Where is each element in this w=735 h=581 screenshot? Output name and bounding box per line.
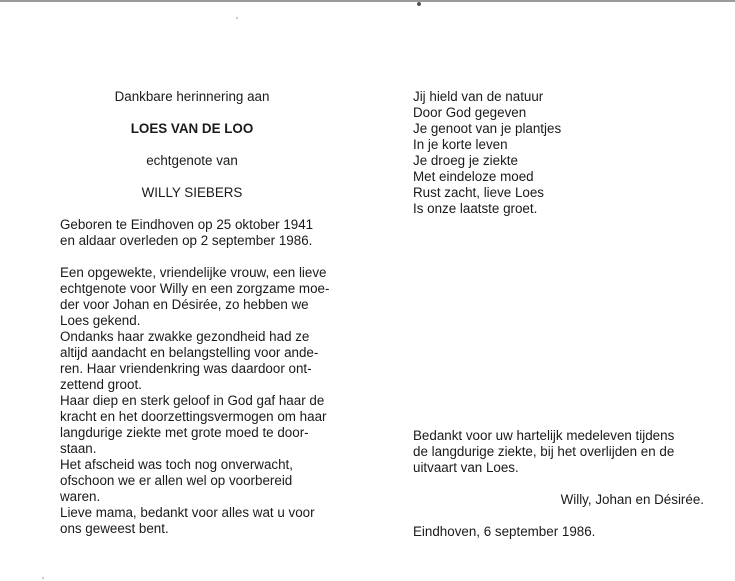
tribute-line: Ondanks haar zwakke gezondheid had ze [60, 329, 310, 344]
death-line: en aldaar overleden op 2 september 1986. [60, 233, 313, 248]
signature: Willy, Johan en Désirée. [560, 492, 704, 507]
tribute-line: Loes gekend. [60, 313, 141, 328]
place-date: Eindhoven, 6 september 1986. [413, 524, 596, 539]
tribute-line: staan. [60, 441, 97, 456]
poem-line: Door God gegeven [413, 105, 527, 120]
tribute-line: Het afscheid was toch nog onverwacht, [60, 457, 293, 472]
thanks-line: Bedankt voor uw hartelijk medeleven tijdens [413, 428, 675, 443]
poem-line: Met eindeloze moed [413, 169, 534, 184]
relation-line: echtgenote van [146, 153, 238, 168]
tribute-line: waren. [60, 489, 101, 504]
scan-mark [417, 2, 421, 6]
tribute-line: ren. Haar vriendenkring was daardoor ont- [60, 361, 312, 376]
speck [236, 17, 238, 19]
scan-top-edge [0, 0, 735, 2]
tribute-line: Haar diep en sterk geloof in God gaf haar de [60, 393, 325, 408]
poem-line: Je genoot van je plantjes [413, 121, 562, 136]
poem-line: Je droeg je ziekte [413, 153, 518, 168]
dedication-line: Dankbare herinnering aan [114, 89, 270, 104]
tribute-line: langdurige ziekte met grote moed te door- [60, 425, 309, 440]
poem-line: Rust zacht, lieve Loes [413, 185, 544, 200]
poem-line: Is onze laatste groet. [413, 201, 538, 216]
poem-line: In je korte leven [413, 137, 508, 152]
tribute-line: echtgenote voor Willy en een zorgzame moe- [60, 281, 330, 296]
poem-line: Jij hield van de natuur [413, 89, 544, 104]
birth-line: Geboren te Eindhoven op 25 oktober 1941 [60, 217, 314, 232]
tribute-line: Lieve mama, bedankt voor alles wat u voor [60, 505, 315, 520]
tribute-line: kracht en het doorzettingsvermogen om haar [60, 409, 327, 424]
thanks-line: uitvaart van Loes. [413, 460, 519, 475]
tribute-line: der voor Johan en Désirée, zo hebben we [60, 297, 309, 312]
tribute-line: altijd aandacht en belangstelling voor ande- [60, 345, 319, 360]
thanks-line: de langdurige ziekte, bij het overlijden en de [413, 444, 675, 459]
tribute-line: ofschoon we er allen wel op voorbereid [60, 473, 293, 488]
speck [42, 577, 44, 579]
tribute-line: zettend groot. [60, 377, 142, 392]
spouse-name: WILLY SIEBERS [141, 185, 243, 200]
tribute-line: Een opgewekte, vriendelijke vrouw, een lieve [60, 265, 327, 280]
tribute-line: ons geweest bent. [60, 521, 169, 536]
deceased-name: LOES VAN DE LOO [130, 121, 254, 136]
